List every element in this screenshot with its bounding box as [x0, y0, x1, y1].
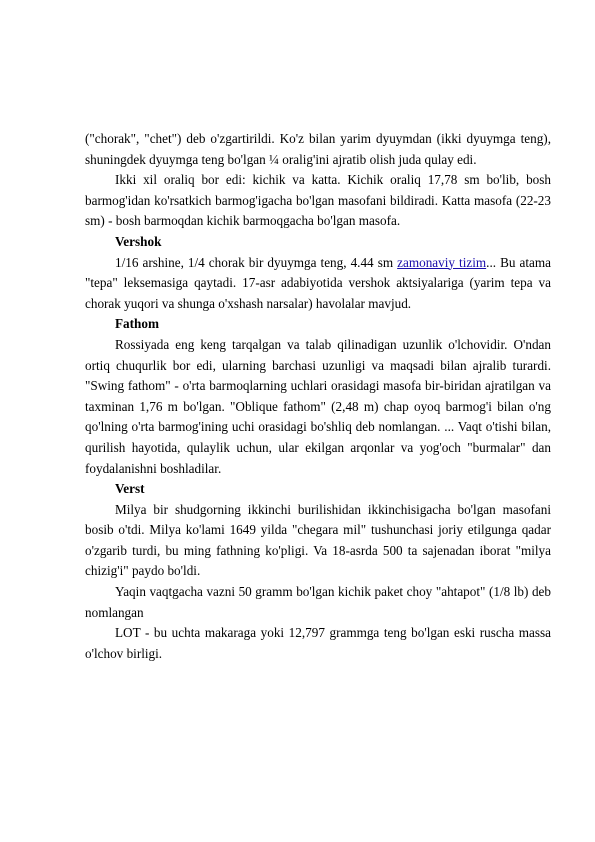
paragraph-oraliq: Ikki xil oraliq bor edi: kichik va katta. Kichik oraliq 17,78 sm bo'lib, bosh barmog'idan ko'rsatkich barmog'igacha bo'lgan masofani bildiradi. Katta masofa (22-23 sm) - bosh barmoqdan kichik barmoqgacha bo'lgan masofa. — [85, 172, 551, 229]
heading-verst: Verst — [115, 481, 145, 497]
paragraph-vershok-text-end: ... Bu atama "tepa" leksemasiga qaytadi. 17-asr adabiyotida vershok aktsiyalariga (yarim tepa va chorak yuqori va shunga o'xshash narsalar) havolalar mavjud. — [85, 254, 552, 311]
paragraph-chorak: ("chorak", "chet") deb o'zgartirildi. Ko'z bilan yarim dyuymdan (ikki dyuymga teng), shuningdek dyuymga teng bo'lgan ¼ oralig'ini ajratib olish juda qulay edi. — [85, 131, 551, 167]
paragraph-verst: Milya bir shudgorning ikkinchi burilishidan ikkinchisigacha bo'lgan masofani bosib o'tdi. Milya ko'lami 1649 yilda "chegara mil" tushunchasi joriy etilgunga qadar o'zgarib turdi, bu ming fathning ko'pligi. Va 18-asrda 500 ta sajenadan iborat "milya chizig'i" paydo bo'ldi. — [85, 501, 551, 579]
paragraph-lot: LOT - bu uchta makaraga yoki 12,797 grammga teng bo'lgan eski ruscha massa o'lchov birligi. — [85, 625, 551, 661]
paragraph-fathom: Rossiyada eng keng tarqalgan va talab qilinadigan uzunlik o'lchovidir. O'ndan ortiq chuqurlik bor edi, ularning barchasi uzunligi va maqsadi bilan ajralib turardi. "Swing fathom" - o'rta barmoqlarning uchlari orasidagi masofa bir-biridan ajratilgan va taxminan 1,76 m bo'lgan. "Oblique fathom" (2,48 m) chap oyoq barmog'i bilan o'ng qo'lning o'rta barmog'ining uchi orasidagi bo'shliq deb nomlangan. ... Vaqt o'tishi bilan, qurilish hayotida, qulaylik uchun, ular ekilgan arqonlar va yog'och "burmalar" dan foydalanishni boshladilar. — [85, 336, 551, 476]
heading-fathom: Fathom — [115, 316, 159, 332]
heading-vershok: Vershok — [115, 233, 162, 249]
document-page — [85, 129, 551, 664]
paragraph-ahtapot: Yaqin vaqtgacha vazni 50 gramm bo'lgan kichik paket choy "ahtapot" (1/8 lb) deb nomlangan — [85, 584, 551, 620]
paragraph-vershok — [85, 253, 551, 315]
zamonaviy-tizim-link[interactable]: zamonaviy tizim — [397, 254, 487, 270]
paragraph-vershok-text: 1/16 arshine, 1/4 chorak bir dyuymga teng, 4.44 sm — [115, 254, 398, 270]
